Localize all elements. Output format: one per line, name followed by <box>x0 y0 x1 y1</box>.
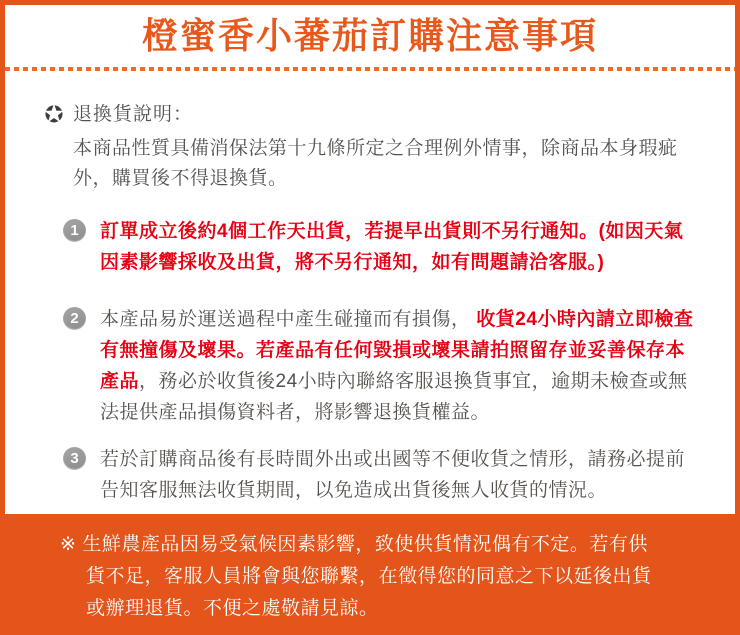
item-text-segment: 本產品易於運送過程中產生碰撞而有損傷， <box>100 309 477 330</box>
item-number-badge: 1 <box>63 219 86 242</box>
item-number-badge: 3 <box>63 447 86 470</box>
item-text-segment: 收貨24小時內請立即檢查有無撞傷及壞果。若產品有任何毀損或壞果請拍照留存並妥善保存本產品 <box>100 309 694 392</box>
item-text <box>100 444 694 506</box>
footer-note <box>60 529 662 625</box>
notice-item-1 <box>63 216 705 278</box>
item-text <box>100 216 694 278</box>
supply-disclaimer-footer <box>5 514 735 630</box>
notice-list <box>43 216 705 506</box>
notice-body <box>5 71 735 514</box>
notice-item-3 <box>63 444 705 506</box>
star-circle-icon <box>43 102 65 124</box>
page-title: 橙蜜香小蕃茄訂購注意事項 <box>141 15 598 57</box>
item-text-segment: ，務必於收貨後24小時內聯絡客服退換貨事宜，逾期未檢查或無法提供產品損傷資料者，將影響退換貨權益。 <box>100 371 688 423</box>
returns-heading: 退換貨說明： <box>73 104 194 125</box>
item-text-segment: 若於訂購商品後有長時間外出或出國等不便收貨之情形，請務必提前告知客服無法收貨期間，以免造成出貨後無人收貨的情況。 <box>100 449 686 501</box>
returns-body-text: 本商品性質具備消保法第十九條所定之合理例外情事，除商品本身瑕疵外，購買後不得退換貨。 <box>73 138 678 189</box>
returns-section <box>43 99 705 194</box>
returns-heading-row <box>43 99 705 126</box>
notice-item-2 <box>63 304 705 428</box>
reference-mark: ※ <box>60 534 77 555</box>
item-text-segment: 訂單成立後約4個工作天出貨，若提早出貨則不另行通知。(如因天氣因素影響採收及出貨，將不另行通知，如有問題請洽客服。) <box>100 221 684 273</box>
item-text <box>100 304 694 428</box>
item-number-badge: 2 <box>63 307 86 330</box>
title-bar <box>5 5 735 67</box>
footer-text: 生鮮農產品因易受氣候因素影響，致使供貨情況偶有不定。若有供貨不足，客服人員將會與您聯繫，在徵得您的同意之下以延後出貨或辦理退貨。不便之處敬請見諒。 <box>82 534 652 619</box>
